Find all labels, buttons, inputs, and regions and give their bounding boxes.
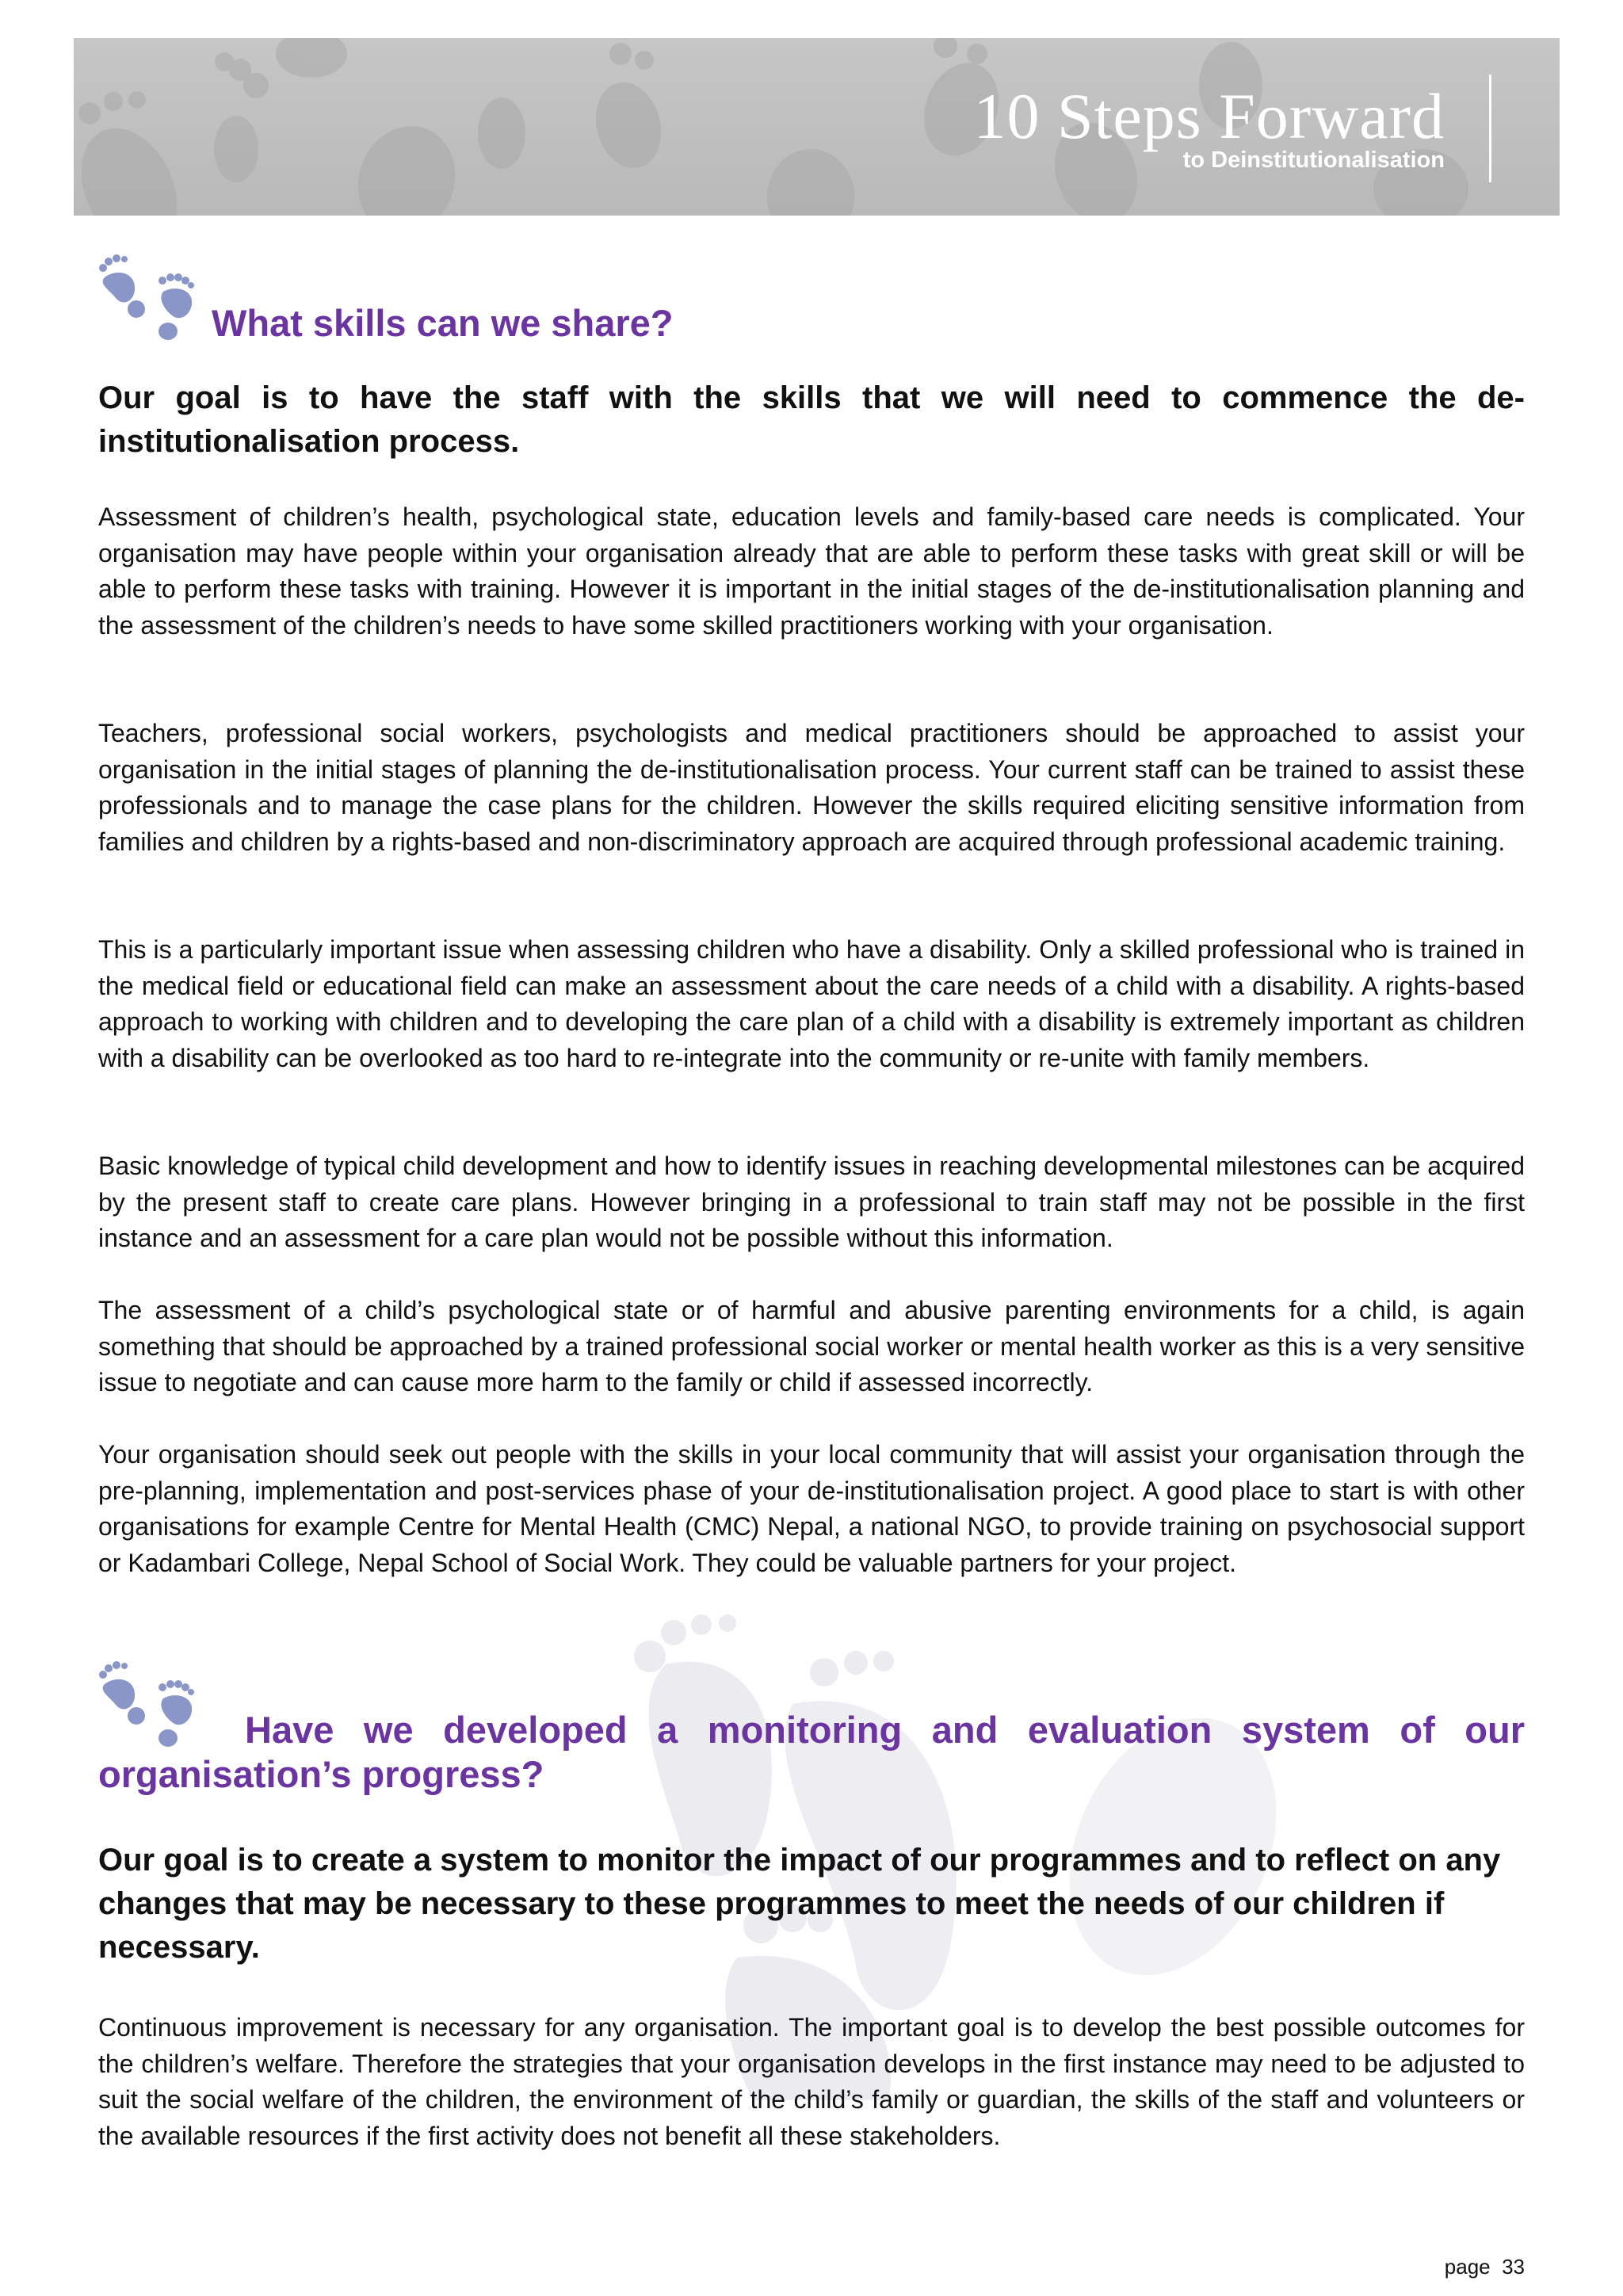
paragraph: Teachers, professional social workers, psychologists and medical practitioners should be approached to assist your organisation in the initial stages of planning the de-institutionalisation process. Your current staff can be trained to assist these professionals and to manage the case plans for the children. However the skills required eliciting sensitive information from families and children by a rights-based and non-discriminatory approach are acquired through professional academic training. <box>98 719 1525 856</box>
header-banner <box>74 38 1560 216</box>
paragraph: This is a particularly important issue when assessing children who have a disability. Only a skilled professional who is trained in the medical field or educational field can make an assessment about the care needs of a child with a disability. A rights-based approach to working with children and to developing the care plan of a child with a disability is extremely important as children with a disability can be overlooked as too hard to re-integrate into the community or re-unite with family members. <box>98 935 1525 1072</box>
section-heading-monitoring: Have we developed a monitoring and evaluation system of our organisation’s progress? <box>98 1709 1525 1795</box>
page-number: page 33 <box>1444 2255 1525 2279</box>
paragraph: Basic knowledge of typical child development and how to identify issues in reaching developmental milestones can be acquired by the present staff to create care plans. However bringing in a professional to train staff may not be possible in the first instance and an assessment for a care plan would not be possible without this information. <box>98 1152 1525 1252</box>
paragraph: The assessment of a child’s psychological state or of harmful and abusive parenting environments for a child, is again something that should be approached by a trained professional social worker or mental health worker as this is a very sensitive issue to negotiate and can cause more harm to the family or child if assessed incorrectly. <box>98 1296 1525 1396</box>
paragraph: Continuous improvement is necessary for any organisation. The important goal is to develop the best possible outcomes for the children’s welfare. Therefore the strategies that your organisation develops in the first instance may need to be adjusted to suit the social welfare of the children, the environment of the child’s family or guardian, the skills of the staff and volunteers or the available resources if the first activity does not benefit all these stakeholders. <box>98 2013 1525 2150</box>
banner-divider <box>1489 74 1491 182</box>
goal-statement-monitoring: Our goal is to create a system to monitor the impact of our programmes and to reflect on any changes that may be necessary to these programmes to meet the needs of our children if necessary. <box>98 1843 1501 1965</box>
banner-title: 10 Steps Forward <box>973 80 1445 152</box>
footprints-icon <box>95 254 206 349</box>
banner-subtitle: to Deinstitutionalisation <box>1182 147 1445 173</box>
section-heading-skills: What skills can we share? <box>212 302 674 344</box>
paragraph: Your organisation should seek out people with the skills in your local community that will assist your organisation through the pre-planning, implementation and post-services phase of your de-institutionalisation project. A good place to start is with other organisations for example Centre for Mental Health (CMC) Nepal, a national NGO, to provide training on psychosocial support or Kadambari College, Nepal School of Social Work. They could be valuable partners for your project. <box>98 1440 1525 1577</box>
paragraph: Assessment of children’s health, psychological state, education levels and family-based care needs is complicated. Your organisation may have people within your organisation already that are able to perform these tasks with great skill or will be able to perform these tasks with training. However it is important in the initial stages of the de-institutionalisation planning and the assessment of the children’s needs to have some skilled practitioners working with your organisation. <box>98 502 1525 640</box>
goal-statement-skills: Our goal is to have the staff with the skills that we will need to commence the de-institutionalisation process. <box>98 380 1525 459</box>
